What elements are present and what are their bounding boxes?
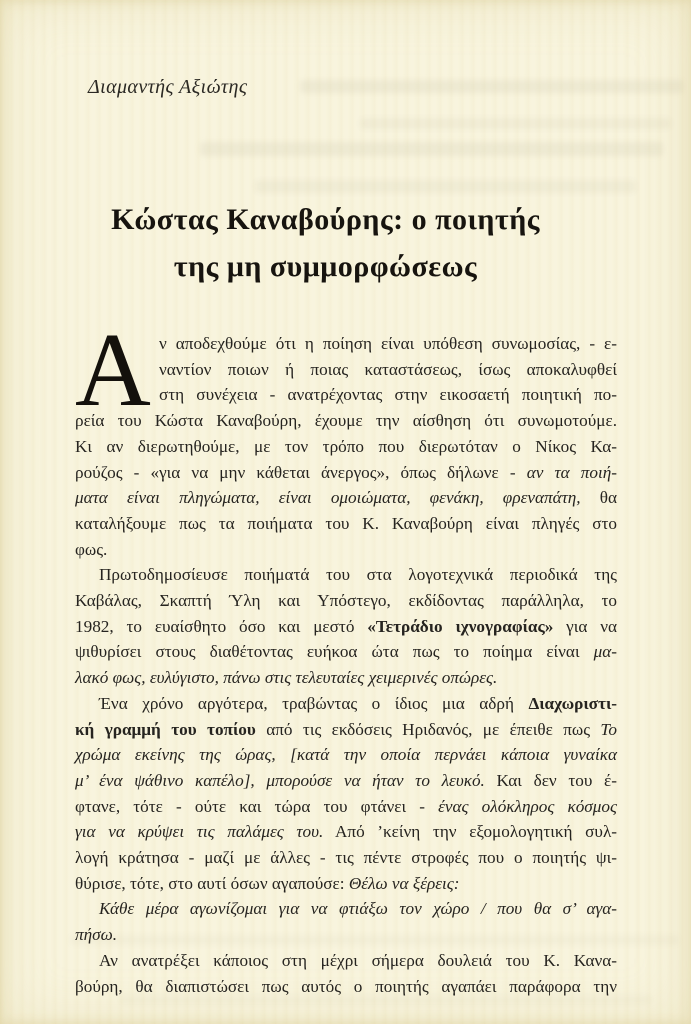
text-line (75, 845, 617, 871)
text-run: ρούζος - «για να μην κάθεται άνεργος», όπως δήλωνε - (75, 462, 527, 482)
text-run: ν αποδεχθούμε ότι η ποίηση είναι υπόθεση συνωμοσίας, - ε- (159, 334, 617, 353)
author-name: Διαμαντής Αξιώτης (88, 76, 248, 98)
text-run: λακό φως, ευλύγιστο, πάνω στις τελευταίες χειμερινές οπώρες. (75, 668, 498, 688)
article-body (75, 311, 618, 999)
text-run: ματα είναι πληγώματα, είναι ομοιώματα, φενάκη, φρεναπάτη, (75, 488, 600, 508)
page-bleedthrough-artifact (255, 180, 636, 193)
text-run: ψιθυρίσει στους διαθέτοντας ευήκοα ώτα πως το ποίημα είναι (75, 642, 594, 662)
text-line (75, 434, 617, 460)
text-line (75, 485, 617, 511)
page-bleedthrough-artifact (200, 142, 663, 156)
text-line (75, 871, 617, 897)
text-run: καταλήξουμε πως τα ποιήματα του Κ. Καναβούρη είναι πληγές στο (75, 513, 617, 533)
text-run: Διαχωριστι- (528, 693, 617, 713)
text-line (75, 768, 617, 794)
text-run: Καβάλας, Σκαπτή Ύλη και Υπόστεγο, εκδίδοντας παράλληλα, το (75, 591, 617, 611)
text-run: βούρη, θα διαπιστώσει πως αυτός ο ποιητής αγαπάει παράφορα την (75, 976, 617, 996)
text-run: θα (599, 488, 617, 508)
text-run: θύρισε, τότε, στο αυτί όσων αγαπούσε: (75, 873, 349, 893)
text-run: λογή κράτησα - μαζί με άλλες - τις πέντε στροφές που ο ποιητής ψι- (75, 848, 617, 868)
page-bleedthrough-artifact (300, 80, 683, 93)
text-line (75, 717, 617, 743)
text-line (75, 614, 617, 640)
text-line (75, 742, 617, 768)
text-line (75, 896, 617, 922)
text-line (75, 691, 617, 717)
text-line (75, 794, 617, 820)
text-run: για να (553, 616, 617, 636)
text-line (75, 588, 617, 614)
text-run: ένας ολόκληρος κόσμος (438, 796, 617, 816)
text-run: φτανε, τότε - ούτε και τώρα του φτάνει - (75, 796, 439, 816)
text-run: στη συνέχεια - ανατρέχοντας στην εικοσαετή ποιητική πο- (159, 385, 617, 405)
text-run: ναντίον ποιων ή ποιας καταστάσεως, ίσως αποκαλυφθεί (159, 359, 617, 379)
text-line (75, 922, 617, 948)
text-line (75, 511, 617, 537)
text-run: Το (600, 719, 618, 739)
text-run: φως. (75, 539, 108, 559)
text-run: από τις εκδόσεις Ηριδανός, με έπειθε πως (266, 719, 601, 739)
text-line (75, 562, 617, 588)
article-title-line1: Κώστας Καναβούρης: ο ποιητής (111, 203, 540, 236)
text-line (75, 639, 617, 665)
drop-cap: Α (75, 311, 151, 428)
text-run: Ένα χρόνο αργότερα, τραβώντας ο ίδιος μια αδρή (99, 693, 529, 713)
text-run: κή γραμμή του τοπίου (75, 719, 267, 739)
text-line (75, 460, 617, 486)
text-run: «Τετράδιο ιχνογραφίας» (367, 616, 554, 636)
page-bleedthrough-artifact (360, 118, 671, 129)
text-run: μ’ ένα ψάθινο καπέλο], μπορούσε να ήταν το λευκό. (75, 770, 485, 790)
article-title-line2: της μη συμμορφώσεως (173, 250, 478, 283)
text-run: Κάθε μέρα αγωνίζομαι για να φτιάξω τον χώρο / που θα σ’ αγα- (99, 899, 617, 919)
text-run: Κι αν διερωτηθούμε, με τον τρόπο που διερωτόταν ο Νίκος Κα- (75, 436, 617, 456)
text-run: πήσω. (75, 925, 118, 945)
text-line (75, 408, 617, 434)
text-run: Από ’κείνη την εξομολογητική συλ- (323, 822, 617, 842)
text-run: Αν ανατρέξει κάποιος στη μέχρι σήμερα δουλειά του Κ. Κανα- (99, 950, 617, 970)
text-run: για να κρύψει τις παλάμες του. (75, 822, 324, 842)
text-run: αν τα ποιή- (526, 462, 617, 482)
article-title (55, 196, 596, 290)
text-run: μα- (593, 642, 617, 662)
text-run: χρώμα εκείνης της ώρας, [κατά την οποία περνάει κάποια γυναίκα (75, 745, 617, 765)
text-run: Πρωτοδημοσίευσε ποιήματά του στα λογοτεχνικά περιοδικά της (99, 565, 617, 585)
text-line (75, 819, 617, 845)
text-line (75, 537, 617, 563)
text-line (75, 974, 617, 1000)
text-run: 1982, το ευαίσθητο όσο και μεστό (75, 616, 368, 636)
text-line (75, 948, 617, 974)
text-run: ρεία του Κώστα Καναβούρη, έχουμε την αίσθηση ότι συνωμοτούμε. (75, 411, 617, 431)
text-line (75, 665, 617, 691)
text-run: Θέλω να ξέρεις: (348, 873, 460, 893)
text-run: Και δεν του έ- (484, 770, 617, 790)
